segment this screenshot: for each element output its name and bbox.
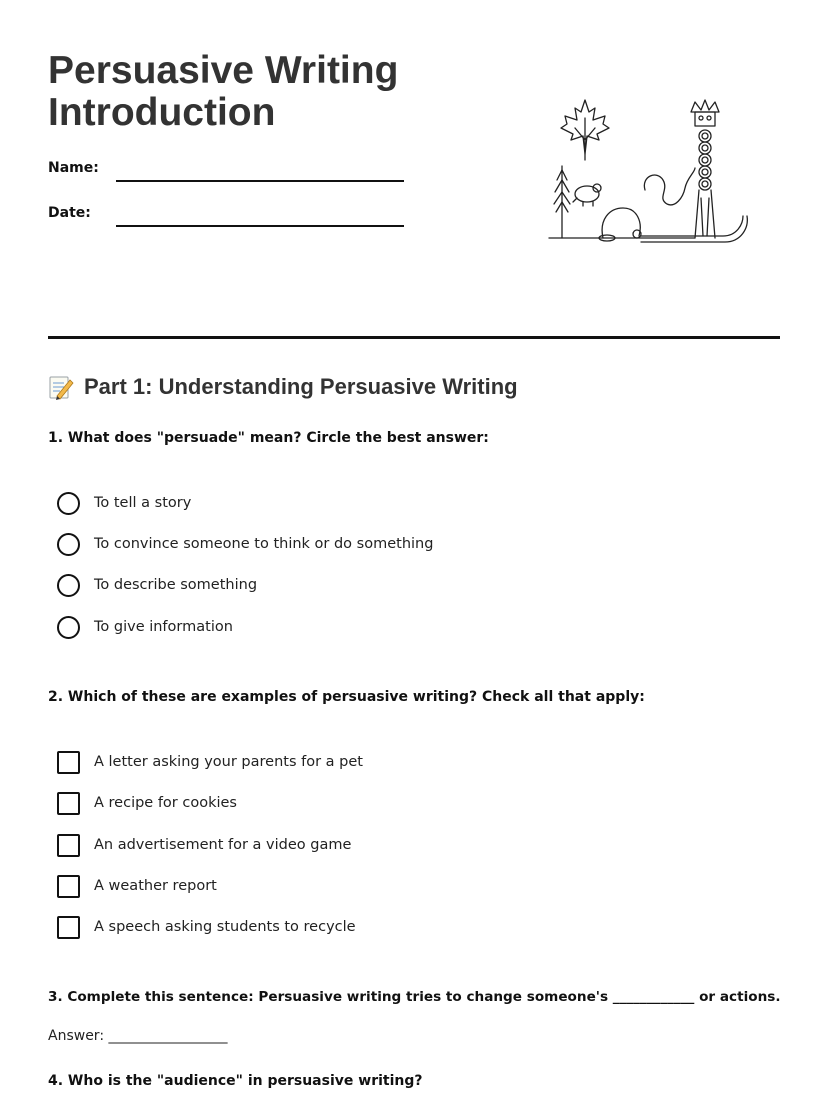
name-label: Name: — [48, 160, 99, 176]
canada-nature-illustration — [545, 98, 750, 248]
checkbox-icon[interactable] — [57, 834, 80, 857]
pine-tree-icon — [554, 166, 570, 238]
q1-option-label: To describe something — [94, 577, 258, 593]
q2-option-4[interactable] — [57, 873, 217, 899]
title-line-2: Introduction — [48, 91, 276, 134]
question-2: 2. Which of these are examples of persuasive writing? Check all that apply: — [48, 689, 645, 705]
q1-option-label: To convince someone to think or do something — [94, 536, 434, 552]
checkbox-icon[interactable] — [57, 916, 80, 939]
q2-option-label: A weather report — [94, 878, 217, 894]
beaver-icon — [599, 208, 641, 241]
checkbox-icon[interactable] — [57, 751, 80, 774]
radio-circle-icon[interactable] — [57, 616, 80, 639]
radio-circle-icon[interactable] — [57, 533, 80, 556]
squiggle-path — [644, 168, 695, 205]
worksheet-title — [48, 50, 518, 134]
checkbox-icon[interactable] — [57, 875, 80, 898]
q1-option-4[interactable] — [57, 614, 233, 640]
question-3: 3. Complete this sentence: Persuasive writing tries to change someone's ____________ or actions. — [48, 989, 781, 1005]
q2-option-3[interactable] — [57, 832, 351, 858]
q1-option-label: To give information — [94, 619, 233, 635]
date-field[interactable] — [116, 225, 404, 227]
name-field[interactable] — [116, 180, 404, 182]
q1-option-3[interactable] — [57, 572, 257, 598]
memo-pencil-icon — [48, 374, 74, 400]
q2-option-label: An advertisement for a video game — [94, 837, 352, 853]
q2-option-label: A recipe for cookies — [94, 795, 237, 811]
section-divider — [48, 336, 780, 339]
question-4: 4. Who is the "audience" in persuasive writing? — [48, 1073, 423, 1089]
q2-option-label: A speech asking students to recycle — [94, 919, 356, 935]
part1-heading-text: Part 1: Understanding Persuasive Writing — [84, 374, 518, 399]
q1-option-1[interactable] — [57, 490, 191, 516]
question-1: 1. What does "persuade" mean? Circle the best answer: — [48, 430, 489, 446]
radio-circle-icon[interactable] — [57, 492, 80, 515]
checkbox-icon[interactable] — [57, 792, 80, 815]
maple-leaf-icon — [561, 100, 609, 160]
groundhog-icon — [573, 184, 601, 206]
radio-circle-icon[interactable] — [57, 574, 80, 597]
q2-option-2[interactable] — [57, 790, 237, 816]
q2-option-1[interactable] — [57, 749, 363, 775]
part1-heading — [48, 374, 518, 400]
q2-option-5[interactable] — [57, 914, 356, 940]
date-label: Date: — [48, 205, 91, 221]
q2-option-label: A letter asking your parents for a pet — [94, 754, 363, 770]
title-line-1: Persuasive Writing — [48, 49, 399, 92]
q3-answer-field[interactable]: Answer: _________________ — [48, 1028, 228, 1044]
q1-option-2[interactable] — [57, 531, 433, 557]
q1-option-label: To tell a story — [94, 495, 192, 511]
